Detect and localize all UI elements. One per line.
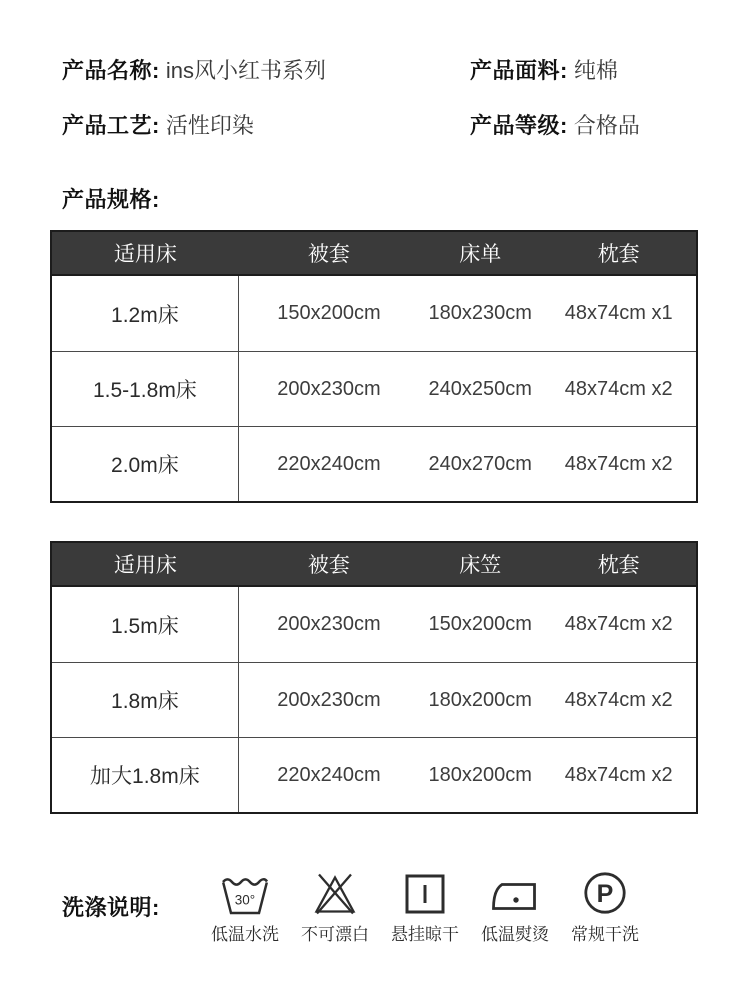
iron-low-icon	[488, 876, 542, 916]
cell-duvet: 200x230cm	[277, 377, 381, 400]
no-bleach-icon	[311, 870, 359, 916]
cell-bed: 加大1.8m床	[52, 738, 239, 812]
spec-table-sheet-set	[50, 230, 698, 503]
col-header-pillowcase: 枕套	[597, 243, 640, 266]
wash-caption: 不可漂白	[301, 925, 369, 944]
spec-table-fitted-set	[50, 541, 698, 814]
col-header-duvet-cover: 被套	[307, 243, 350, 266]
wash-item-no-bleach	[290, 864, 380, 945]
wash-30-icon	[220, 872, 270, 916]
table-row	[52, 662, 696, 737]
table-header-row	[52, 232, 696, 276]
cell-duvet: 220x240cm	[277, 452, 381, 475]
table-row	[52, 737, 696, 812]
cell-pillow: 48x74cm x2	[564, 377, 673, 400]
cell-sheet: 240x270cm	[428, 452, 532, 475]
col-header-bed: 适用床	[113, 554, 177, 577]
col-header-bed: 适用床	[113, 243, 177, 266]
cell-fitted: 180x200cm	[428, 763, 532, 786]
cell-sheet: 180x230cm	[428, 302, 532, 324]
cell-duvet: 220x240cm	[277, 763, 381, 786]
product-name-value: ins风小红书系列	[165, 58, 326, 83]
cell-bed: 1.2m床	[52, 276, 239, 351]
cell-pillow: 48x74cm x2	[564, 763, 673, 786]
wash-caption: 悬挂晾干	[391, 925, 459, 944]
product-grade-value: 合格品	[573, 113, 640, 138]
cell-duvet: 200x230cm	[277, 613, 381, 635]
product-craft-value: 活性印染	[165, 113, 254, 138]
table-row	[52, 426, 696, 501]
wash-temp-text: 30°	[234, 892, 256, 908]
product-craft-label: 产品工艺:	[62, 113, 160, 138]
wash-item-hang-dry	[380, 864, 470, 945]
dry-clean-letter: P	[596, 880, 614, 908]
cell-pillow: 48x74cm x2	[564, 613, 673, 635]
dry-clean-p-icon	[582, 870, 628, 916]
table-row	[52, 351, 696, 426]
washing-icons-row	[200, 864, 650, 945]
cell-bed: 1.5m床	[52, 587, 239, 662]
wash-caption: 常规干洗	[571, 925, 639, 944]
col-header-flat-sheet: 床单	[459, 243, 502, 266]
cell-fitted: 180x200cm	[428, 688, 532, 711]
spec-section-heading: 产品规格:	[62, 187, 160, 212]
cell-pillow: 48x74cm x1	[564, 302, 673, 324]
product-fabric-label: 产品面料:	[470, 58, 568, 83]
wash-item-iron-low	[470, 864, 560, 945]
washing-instructions-label: 洗涤说明:	[62, 895, 160, 920]
cell-pillow: 48x74cm x2	[564, 452, 673, 475]
col-header-fitted-sheet: 床笠	[459, 554, 502, 577]
product-grade-label: 产品等级:	[470, 113, 568, 138]
col-header-duvet-cover: 被套	[307, 554, 350, 577]
product-name-label: 产品名称:	[62, 58, 160, 83]
table-header-row	[52, 543, 696, 587]
hang-dry-icon	[403, 872, 447, 916]
table-row	[52, 276, 696, 351]
cell-pillow: 48x74cm x2	[564, 688, 673, 711]
cell-fitted: 150x200cm	[428, 613, 532, 635]
wash-caption: 低温水洗	[211, 925, 279, 944]
cell-bed: 2.0m床	[52, 427, 239, 501]
wash-item-dry-clean	[560, 864, 650, 945]
table-row	[52, 587, 696, 662]
product-fabric-field	[470, 58, 618, 84]
wash-caption: 低温熨烫	[481, 925, 549, 944]
cell-bed: 1.8m床	[52, 663, 239, 737]
cell-duvet: 200x230cm	[277, 688, 381, 711]
product-grade-field	[470, 113, 640, 139]
cell-bed: 1.5-1.8m床	[52, 352, 239, 426]
product-fabric-value: 纯棉	[573, 58, 618, 83]
wash-item-low-temp-wash	[200, 864, 290, 945]
product-name-field	[62, 58, 326, 84]
cell-sheet: 240x250cm	[428, 377, 532, 400]
col-header-pillowcase: 枕套	[597, 554, 640, 577]
product-craft-field	[62, 113, 254, 139]
cell-duvet: 150x200cm	[277, 302, 381, 324]
